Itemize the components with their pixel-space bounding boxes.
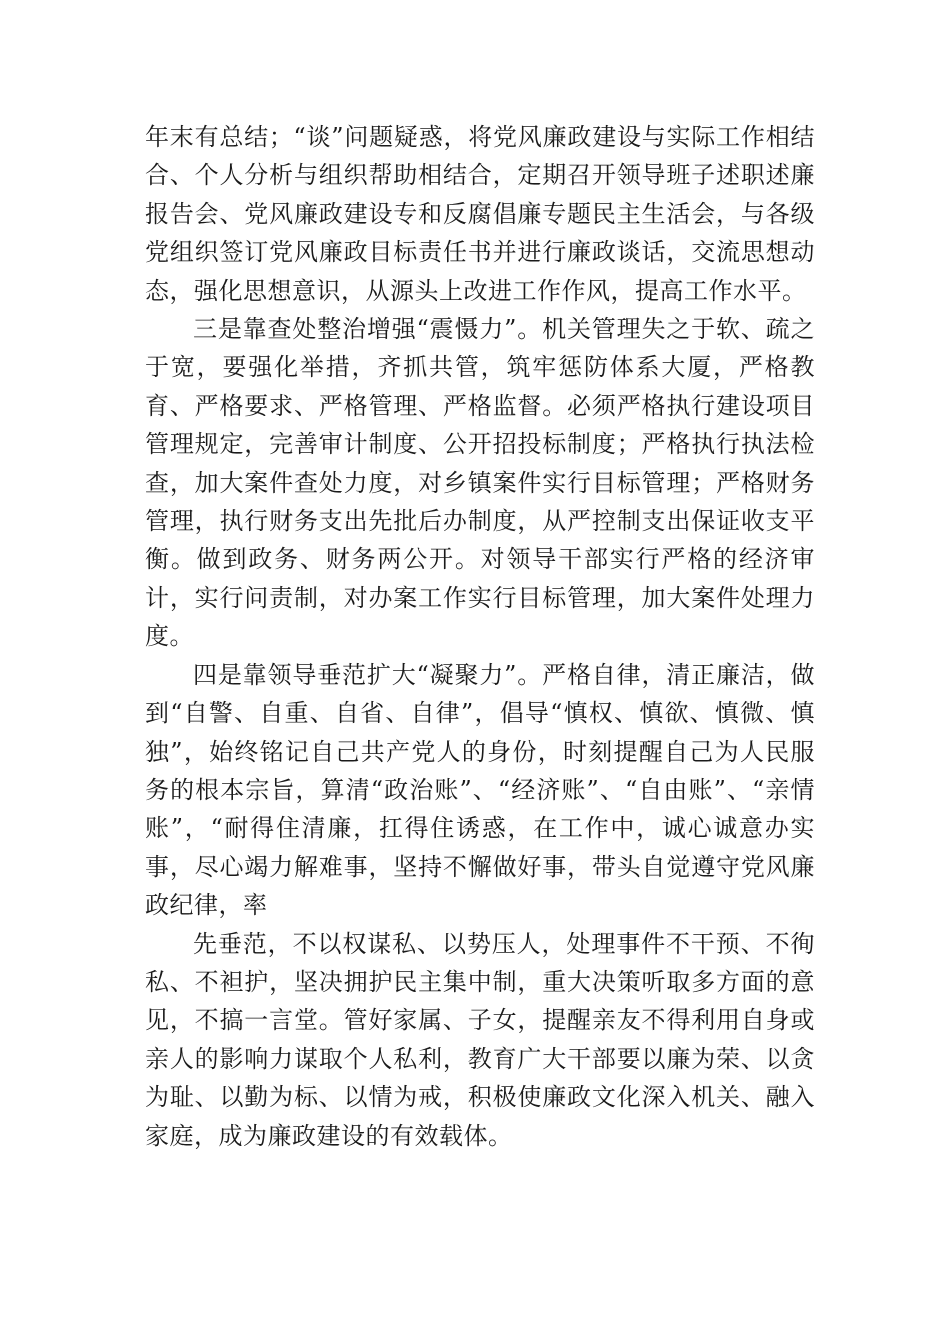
paragraph-3: 四是靠领导垂范扩大“凝聚力”。严格自律，清正廉洁，做到“自警、自重、自省、自律”，倡导“慎权、慎欲、慎微、慎独”，始终铭记自己共产党人的身份，时刻提醒自己为人民服务的根本宗旨，算清“政治账”、“经济账”、“自由账”、“亲情账”，“耐得住清廉，扛得住诱惑，在工作中，诚心诚意办实事，尽心竭力解难事，坚持不懈做好事，带头自觉遵守党风廉政纪律，率 <box>145 660 815 920</box>
paragraph-4: 先垂范，不以权谋私、以势压人，处理事件不干预、不徇私、不袒护，坚决拥护民主集中制，重大决策听取多方面的意见，不搞一言堂。管好家属、子女，提醒亲友不得利用自身或亲人的影响力谋取个人私利，教育广大干部要以廉为荣、以贪为耻、以勤为标、以情为戒，积极使廉政文化深入机关、融入家庭，成为廉政建设的有效载体。 <box>145 929 815 1150</box>
paragraph-1: 年末有总结；“谈”问题疑惑，将党风廉政建设与实际工作相结合、个人分析与组织帮助相结合，定期召开领导班子述职述廉报告会、党风廉政建设专和反腐倡廉专题民主生活会，与各级党组织签订党风廉政目标责任书并进行廉政谈话，交流思想动态，强化思想意识，从源头上改进工作作风，提高工作水平。 <box>145 123 815 305</box>
paragraph-2: 三是靠查处整治增强“震慑力”。机关管理失之于软、疏之于宽，要强化举措，齐抓共管，筑牢惩防体系大厦，严格教育、严格要求、严格管理、严格监督。必须严格执行建设项目管理规定，完善审计制度、公开招投标制度；严格执行执法检查，加大案件查处力度，对乡镇案件实行目标管理；严格财务管理，执行财务支出先批后办制度，从严控制支出保证收支平衡。做到政务、财务两公开。对领导干部实行严格的经济审计，实行问责制，对办案工作实行目标管理，加大案件处理力度。 <box>145 315 815 651</box>
body-text <box>145 118 815 1155</box>
